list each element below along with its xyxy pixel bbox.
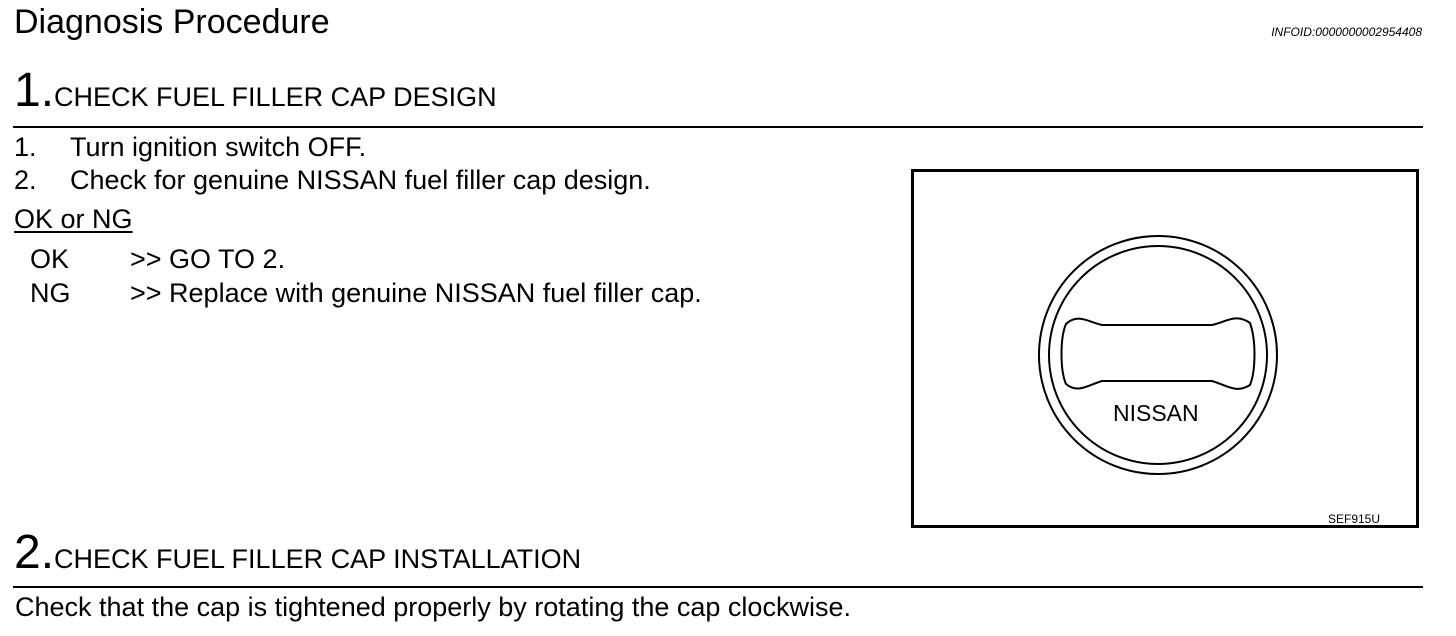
step-2-divider: [13, 586, 1423, 588]
fuel-cap-figure: [911, 169, 1419, 528]
result-action: >> GO TO 2.: [130, 244, 286, 274]
result-code: NG: [30, 278, 71, 308]
step-2-heading: [14, 528, 581, 578]
cap-brand-text: NISSAN: [1113, 400, 1199, 426]
step-2-number: 2.: [14, 526, 55, 579]
step-2-title: CHECK FUEL FILLER CAP INSTALLATION: [54, 544, 582, 574]
fuel-cap-illustration: [914, 172, 1416, 525]
instruction-text: Check for genuine NISSAN fuel filler cap design.: [70, 165, 651, 195]
instruction-number: 2.: [14, 165, 37, 195]
instruction-text: Turn ignition switch OFF.: [70, 132, 367, 162]
step-2-instruction: Check that the cap is tightened properly by rotating the cap clockwise.: [15, 592, 851, 622]
step-1-number: 1.: [14, 64, 55, 117]
instruction-number: 1.: [14, 132, 37, 162]
result-ok-row: [30, 243, 285, 275]
info-id: INFOID:0000000002954408: [1271, 25, 1422, 39]
step-1-title: CHECK FUEL FILLER CAP DESIGN: [54, 82, 497, 112]
result-ng-row: [30, 277, 702, 309]
step-1-heading: [14, 66, 497, 116]
step-1-divider: [13, 126, 1423, 128]
figure-id: SEF915U: [1328, 512, 1381, 526]
result-label: OK or NG: [14, 204, 133, 234]
page-title: Diagnosis Procedure: [14, 3, 330, 41]
cap-grip-handle: [1062, 318, 1255, 388]
instruction-item: [14, 164, 651, 196]
result-code: OK: [30, 244, 70, 274]
result-action: >> Replace with genuine NISSAN fuel filler cap.: [130, 278, 702, 308]
instruction-item: [14, 131, 366, 163]
